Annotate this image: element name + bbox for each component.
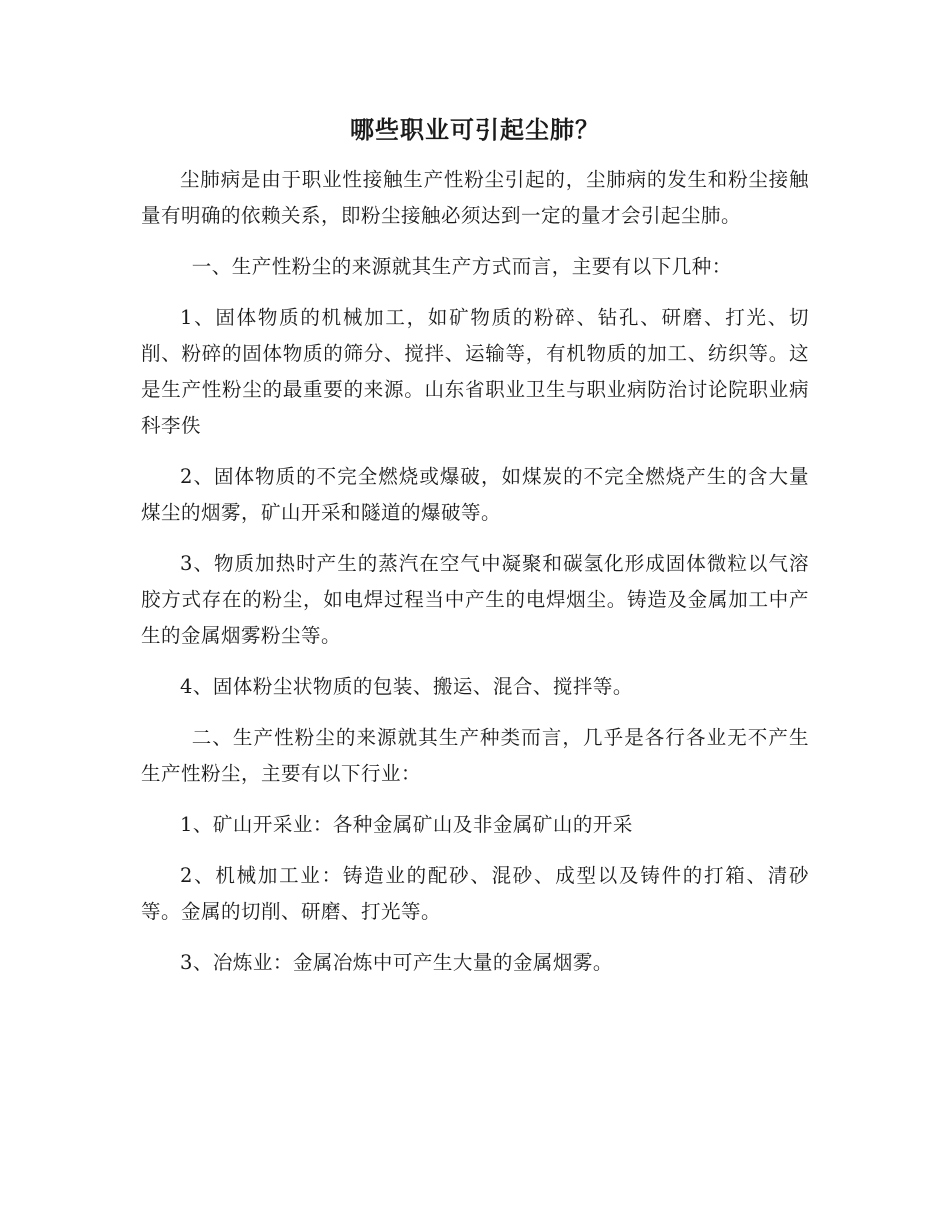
list-item-mining: 1、矿山开采业：各种金属矿山及非金属矿山的开采 [180, 813, 633, 836]
paragraph-intro: 尘肺病是由于职业性接触生产性粉尘引起的，尘肺病的发生和粉尘接触量有明确的依赖关系，即粉尘接触必须达到一定的量才会引起尘肺。 [141, 168, 809, 227]
list-item-machining: 2、机械加工业：铸造业的配砂、混砂、成型以及铸件的打箱、清砂等。金属的切削、研磨、打光等。 [141, 864, 809, 923]
document-title: 哪些职业可引起尘肺？ [350, 116, 600, 144]
list-item-incomplete-combustion: 2、固体物质的不完全燃烧或爆破，如煤炭的不完全燃烧产生的含大量煤尘的烟雾，矿山开采和隧道的爆破等。 [141, 465, 809, 524]
list-item-packaging-handling: 4、固体粉尘状物质的包装、搬运、混合、搅拌等。 [180, 675, 633, 698]
list-item-mechanical-processing: 1、固体物质的机械加工，如矿物质的粉碎、钻孔、研磨、打光、切削、粉碎的固体物质的筛分、搅拌、运输等，有机物质的加工、纺织等。这是生产性粉尘的最重要的来源。山东省职业卫生与职业病防治讨论院职业病科李佚 [141, 306, 809, 437]
section-heading-production-type: 二、生产性粉尘的来源就其生产种类而言，几乎是各行各业无不产生生产性粉尘，主要有以下行业： [141, 726, 809, 785]
list-item-heating-vapor: 3、物质加热时产生的蒸汽在空气中凝聚和碳氢化形成固体微粒以气溶胶方式存在的粉尘，如电焊过程当中产生的电焊烟尘。铸造及金属加工中产生的金属烟雾粉尘等。 [141, 552, 809, 647]
section-heading-production-method: 一、生产性粉尘的来源就其生产方式而言，主要有以下几种： [191, 255, 732, 278]
list-item-smelting: 3、冶炼业：金属冶炼中可产生大量的金属烟雾。 [180, 951, 613, 974]
document-page [141, 110, 809, 996]
